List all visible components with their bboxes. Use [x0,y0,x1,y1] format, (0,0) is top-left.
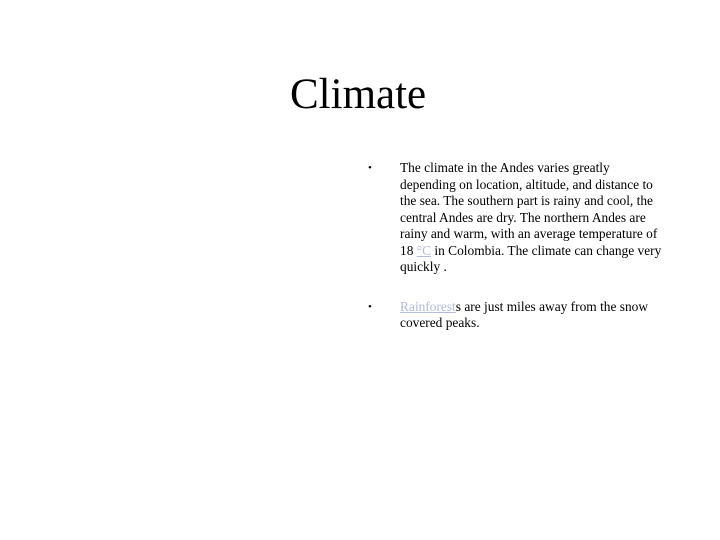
bullet-list [365,160,665,332]
rainforest-link[interactable]: Rainforest [400,298,456,314]
bullet-text [400,299,665,332]
bullet-icon: • [368,300,372,313]
bullet-text-before-link: The climate in the Andes varies greatly depending on location, altitude, and distance to the sea. The southern part is rainy and cool, the central Andes are dry. The northern Andes are rainy and warm, with an average temperature of 18 [400,160,658,258]
list-item [365,299,665,332]
celsius-link[interactable]: °C [416,242,432,258]
list-item [365,160,665,276]
bullet-text-after-link: in Colombia. The climate can change very quickly . [400,242,662,274]
bullet-text [400,160,665,276]
bullet-text-after-link: s are just miles away from the snow covered peaks. [400,298,649,330]
bullet-icon: • [368,162,372,174]
slide-title: Climate [290,71,427,118]
